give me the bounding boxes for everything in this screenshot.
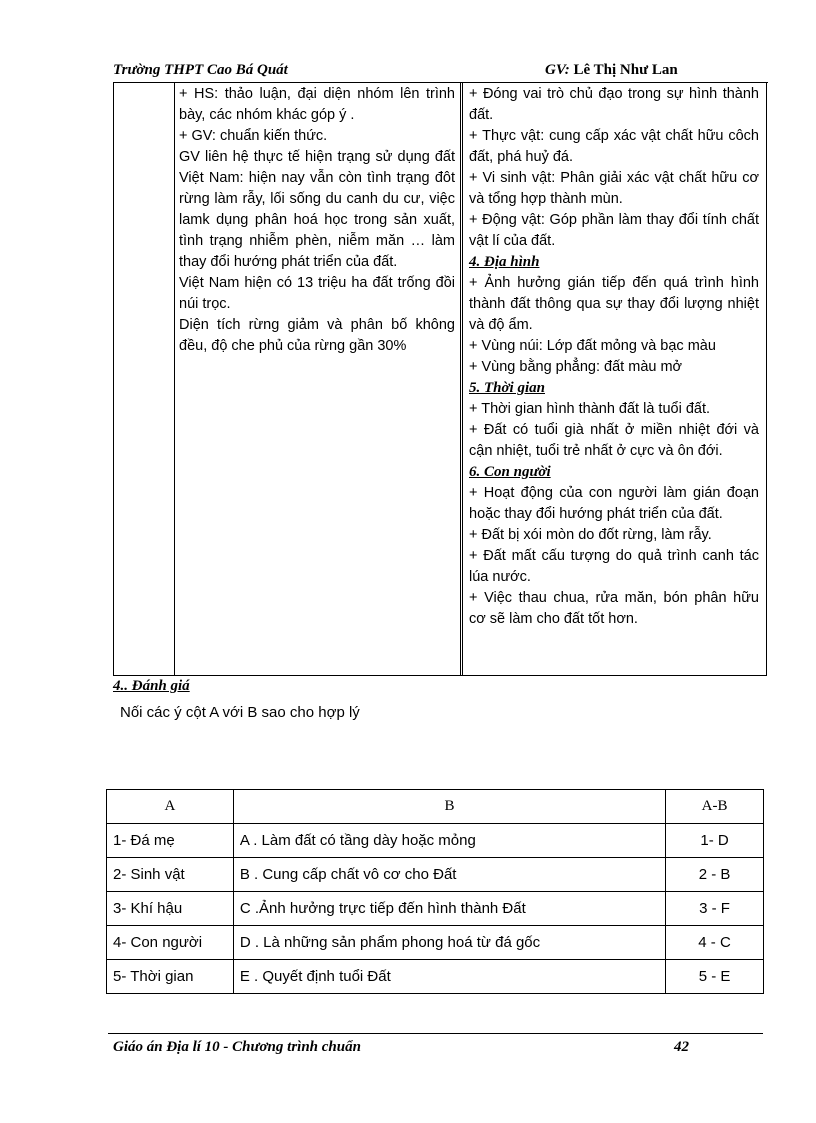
cell-a: 1- Đá mẹ <box>107 824 234 858</box>
cell-a: 4- Con người <box>107 926 234 960</box>
activity-column <box>179 84 455 357</box>
cell-ab: 1- D <box>666 824 764 858</box>
table-row <box>107 858 764 892</box>
content-paragraph: + Thời gian hình thành đất là tuổi đất. <box>469 401 711 417</box>
content-paragraph: + Việc thau chua, rửa măn, bón phân hữu cơ sẽ làm cho đất tốt hơn. <box>469 590 759 627</box>
cell-a: 5- Thời gian <box>107 960 234 994</box>
page-footer <box>113 1039 763 1056</box>
content-paragraph: + Đất có tuổi già nhất ở miền nhiệt đới và cận nhiệt, tuổi trẻ nhất ở cực và ôn đới. <box>469 422 759 459</box>
cell-a: 2- Sinh vật <box>107 858 234 892</box>
cell-ab: 4 - C <box>666 926 764 960</box>
terrain-heading: 4. Địa hình <box>469 254 540 270</box>
column-header-ab: A-B <box>666 790 764 824</box>
column-divider <box>174 82 175 675</box>
activity-paragraph: Việt Nam hiện có 13 triệu ha đất trống đồi núi trọc. <box>179 275 455 312</box>
column-divider-double <box>460 82 463 675</box>
content-paragraph: + Ảnh hưởng gián tiếp đến quá trình hình thành đất thông qua sự thay đổi lượng nhiệt và độ ẩm. <box>469 275 759 333</box>
matching-table <box>106 789 764 994</box>
content-paragraph: + Vi sinh vật: Phân giải xác vật chất hữu cơ và tổng hợp thành mùn. <box>469 170 759 207</box>
teacher-prefix: GV: <box>545 62 570 78</box>
column-header-b: B <box>233 790 665 824</box>
content-paragraph: + Đất bị xói mòn do đốt rừng, làm rẫy. <box>469 527 712 543</box>
footer-rule <box>108 1033 763 1034</box>
cell-ab: 2 - B <box>666 858 764 892</box>
footer-title: Giáo án Địa lí 10 - Chương trình chuẩn <box>113 1039 361 1055</box>
table-row <box>107 926 764 960</box>
cell-b: B . Cung cấp chất vô cơ cho Đất <box>233 858 665 892</box>
table-header-row <box>107 790 764 824</box>
content-paragraph: + Thực vật: cung cấp xác vật chất hữu côch đất, phá huỷ đá. <box>469 128 759 165</box>
content-paragraph: + Động vật: Góp phần làm thay đổi tính chất vật lí của đất. <box>469 212 759 249</box>
cell-b: D . Là những sản phẩm phong hoá từ đá gốc <box>233 926 665 960</box>
table-row <box>107 824 764 858</box>
content-paragraph: + Hoạt động của con người làm gián đoạn hoặc thay đổi hướng phát triển của đất. <box>469 485 759 522</box>
activity-paragraph: Diện tích rừng giảm và phân bố không đều, độ che phủ của rừng gần 30% <box>179 317 455 354</box>
cell-ab: 3 - F <box>666 892 764 926</box>
activity-paragraph: + GV: chuẩn kiến thức. <box>179 128 328 144</box>
activity-paragraph: + HS: thảo luận, đại diện nhóm lên trình bày, các nhóm khác góp ý . <box>179 86 455 123</box>
page-number: 42 <box>674 1039 689 1055</box>
content-paragraph: + Đóng vai trò chủ đạo trong sự hình thành đất. <box>469 86 759 123</box>
content-paragraph: + Vùng bằng phẳng: đất màu mở <box>469 359 683 375</box>
cell-a: 3- Khí hậu <box>107 892 234 926</box>
human-heading: 6. Con người <box>469 464 551 480</box>
cell-b: E . Quyết định tuổi Đất <box>233 960 665 994</box>
lesson-table <box>113 82 767 676</box>
content-column <box>469 84 759 630</box>
teacher-label <box>545 62 678 79</box>
table-row <box>107 892 764 926</box>
table-row <box>107 960 764 994</box>
page-header <box>113 60 763 82</box>
content-paragraph: + Đất mất cấu tượng do quả trình canh tác lúa nước. <box>469 548 759 585</box>
content-paragraph: + Vùng núi: Lớp đất mỏng và bạc màu <box>469 338 716 354</box>
cell-ab: 5 - E <box>666 960 764 994</box>
cell-b: C .Ảnh hưởng trực tiếp đến hình thành Đất <box>233 892 665 926</box>
assessment-instruction: Nối các ý cột A với B sao cho hợp lý <box>120 704 360 721</box>
column-header-a: A <box>107 790 234 824</box>
cell-b: A . Làm đất có tầng dày hoặc mỏng <box>233 824 665 858</box>
teacher-name: Lê Thị Như Lan <box>569 62 678 78</box>
activity-paragraph: GV liên hệ thực tế hiện trạng sử dụng đất Việt Nam: hiện nay vẫn còn tình trạng đôt rừng làm rẫy, lối sống du canh du cư, việc lamk dụng phân hoá học trong sản xuất, tình trạng nhiễm phèn, niễm măn … làm thay đổi hướng phát triển của đất. <box>179 149 455 270</box>
assessment-title: 4.. Đánh giá <box>113 678 190 694</box>
time-heading: 5. Thời gian <box>469 380 545 396</box>
school-name: Trường THPT Cao Bá Quát <box>113 62 288 78</box>
